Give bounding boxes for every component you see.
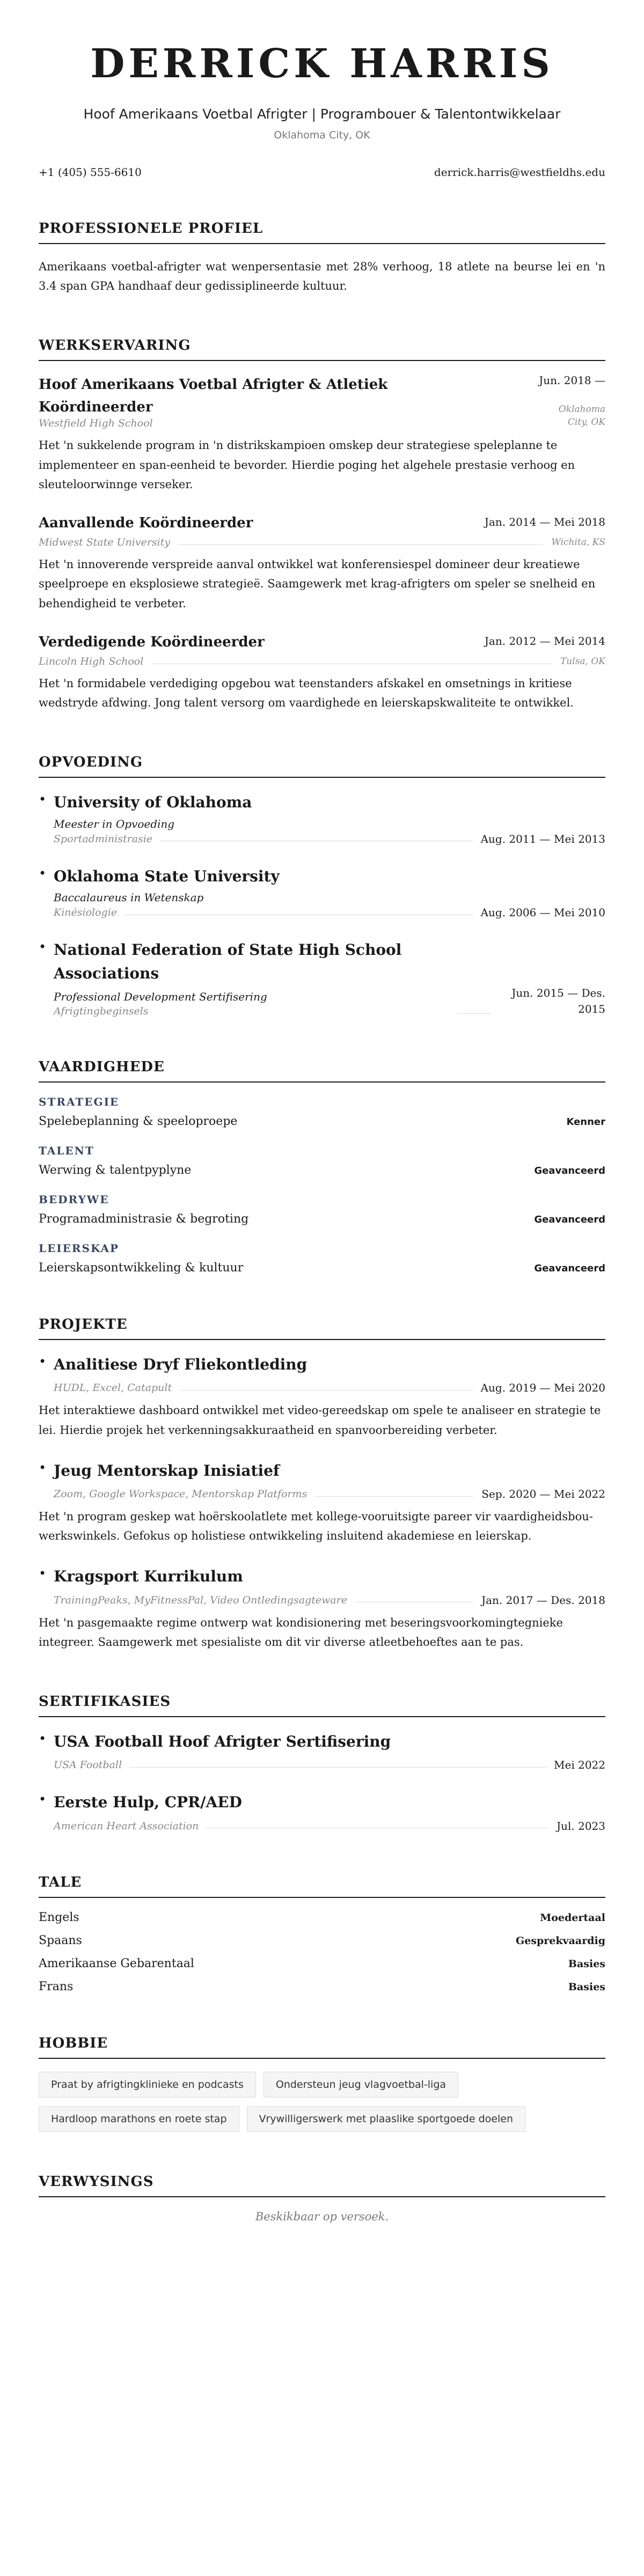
- project-entry: [39, 1353, 605, 1440]
- language-row: [39, 1957, 605, 1970]
- job-org: Westfield High School: [39, 417, 153, 430]
- job-dates: Jan. 2014 — Mei 2018: [484, 515, 605, 528]
- job-description: Het 'n formidabele verdediging opgebou wat teenstanders afskakel en omsetnings in kritiese wedstryde afdwing. Jong talent versorg om vaardighede en leierskapskwaliteite te ontwikkel.: [39, 677, 574, 710]
- language-name: Frans: [39, 1979, 74, 1993]
- section-heading: TALE: [39, 1874, 605, 1898]
- certification-issuer: USA Football: [54, 1759, 122, 1771]
- school-name: • University of Oklahoma: [54, 793, 252, 812]
- language-row: [39, 1911, 605, 1924]
- skills-section: [39, 1059, 605, 1275]
- job-org: Lincoln High School: [39, 656, 144, 668]
- section-heading: OPVOEDING: [39, 754, 605, 778]
- language-level: Basies: [568, 1957, 605, 1970]
- degree-name: Baccalaureus in Wetenskap: [54, 891, 204, 904]
- field-of-study: Sportadministrasie: [54, 833, 153, 845]
- projects-section: [39, 1316, 605, 1652]
- candidate-title: Hoof Amerikaans Voetbal Afrigter | Programbouer & Talentontwikkelaar: [83, 106, 561, 122]
- skill-group: [39, 1193, 605, 1226]
- school-name: • National Federation of State High School Associations: [54, 941, 402, 982]
- languages-section: [39, 1874, 605, 1993]
- education-section: [39, 754, 605, 1017]
- project-title: • Analitiese Dryf Fliekontleding: [54, 1356, 308, 1374]
- skill-category: STRATEGIE: [39, 1095, 120, 1109]
- skill-level: Geavanceerd: [534, 1214, 605, 1226]
- phone-number[interactable]: +1 (405) 555-6610: [39, 166, 142, 179]
- project-tools: HUDL, Excel, Catapult: [54, 1382, 172, 1394]
- section-heading: PROJEKTE: [39, 1316, 605, 1340]
- skill-level: Geavanceerd: [534, 1263, 605, 1275]
- skill-group: [39, 1242, 605, 1275]
- field-of-study: Kinésiologie: [54, 907, 118, 919]
- project-description: Het interaktiewe dashboard ontwikkel met video-gereedskap om spele te analiseer en strategie te lei. Hierdie projek het verkenningsakkuraatheid en spanvoorbereiding verbeter.: [39, 1404, 601, 1437]
- skill-name: Leierskapsontwikkeling & kultuur: [39, 1261, 244, 1275]
- skill-category: TALENT: [39, 1144, 94, 1158]
- education-entry: [39, 865, 605, 919]
- education-dates: Aug. 2011 — Mei 2013: [480, 832, 605, 845]
- language-name: Spaans: [39, 1933, 82, 1947]
- field-of-study: Afrigtingbeginsels: [54, 1005, 149, 1018]
- job-org: Midwest State University: [39, 536, 171, 549]
- job-dates: Jun. 2018 —: [539, 374, 605, 387]
- hobby-tag: Ondersteun jeug vlagvoetbal-liga: [264, 2072, 458, 2097]
- leader-line: [178, 544, 544, 545]
- job-location: Oklahoma City, OK: [558, 404, 605, 428]
- profile-section: [39, 220, 605, 296]
- skill-group: [39, 1095, 605, 1128]
- job-location: Wichita, KS: [551, 537, 605, 548]
- hobby-tag: Praat by afrigtingklinieke en podcasts: [39, 2072, 256, 2097]
- profile-text: Amerikaans voetbal-afrigter wat wenpersentasie met 28% verhoog, 18 atlete na beurse lei en 'n 3.4 span GPA handhaaf deur gedissiplineerde kultuur.: [39, 260, 605, 293]
- project-entry: [39, 1565, 605, 1652]
- skill-name: Werwing & talentpyplyne: [39, 1164, 192, 1177]
- job-title: Verdedigende Koördineerder: [39, 634, 265, 650]
- language-level: Moedertaal: [540, 1911, 605, 1924]
- candidate-location: Oklahoma City, OK: [274, 129, 370, 141]
- hobbies-section: [39, 2035, 605, 2132]
- section-heading: SERTIFIKASIES: [39, 1694, 605, 1717]
- job-title: Aanvallende Koördineerder: [39, 514, 253, 531]
- hobby-tag: Hardloop marathons en roete stap: [39, 2106, 239, 2132]
- references-text: Beskikbaar op versoek.: [255, 2210, 389, 2223]
- job-description: Het 'n sukkelende program in 'n distrikskampioen omskep deur strategiese speleplanne te implementeer en span-eenheid te bevorder. Hierdie poging het algehele prestasie verhoog en sleuteloorwinnge verseker.: [39, 439, 575, 491]
- certification-entry: [39, 1730, 605, 1771]
- language-row: [39, 1934, 605, 1947]
- education-entry: [39, 791, 605, 845]
- hobby-tags: [39, 2072, 605, 2132]
- section-heading: WERKSERVARING: [39, 337, 605, 361]
- leader-line: [458, 1013, 491, 1014]
- school-name: • Oklahoma State University: [54, 867, 280, 885]
- project-title: • Jeug Mentorskap Inisiatief: [54, 1461, 280, 1480]
- section-heading: VERWYSINGS: [39, 2174, 605, 2197]
- references-section: [39, 2174, 605, 2223]
- project-dates: Jan. 2017 — Des. 2018: [481, 1593, 605, 1607]
- job-description: Het 'n innoverende verspreide aanval ontwikkel wat konferensiespel domineer deur kreatiewe speelproepe en eksplosiewe strategieë. Saamgewerk met krag-afrigters om speler se snelheid en behendigheid te verbeter.: [39, 558, 596, 610]
- section-heading: HOBBIE: [39, 2035, 605, 2059]
- certification-title: • Eerste Hulp, CPR/AED: [54, 1793, 242, 1812]
- certifications-section: [39, 1694, 605, 1832]
- leader-line: [314, 1496, 474, 1497]
- skill-name: Spelebeplanning & speeloproepe: [39, 1115, 238, 1129]
- skill-level: Geavanceerd: [534, 1165, 605, 1177]
- project-tools: Zoom, Google Workspace, Mentorskap Platforms: [54, 1488, 308, 1500]
- job-location: Tulsa, OK: [560, 656, 605, 667]
- language-name: Amerikaanse Gebarentaal: [39, 1956, 194, 1970]
- skill-category: LEIERSKAP: [39, 1242, 120, 1255]
- project-title: • Kragsport Kurrikulum: [54, 1567, 243, 1586]
- section-heading: VAARDIGHEDE: [39, 1059, 605, 1083]
- job-entry: [39, 374, 605, 494]
- degree-name: Meester in Opvoeding: [54, 817, 175, 830]
- certification-title: • USA Football Hoof Afrigter Sertifisering: [54, 1732, 391, 1750]
- language-level: Gesprekvaardig: [515, 1934, 605, 1947]
- project-dates: Sep. 2020 — Mei 2022: [481, 1488, 605, 1501]
- language-row: [39, 1980, 605, 1993]
- resume-header: [39, 0, 605, 141]
- certification-date: Mei 2022: [554, 1758, 605, 1772]
- education-dates: Jun. 2015 — Des. 2015: [511, 987, 605, 1016]
- leader-line: [129, 1767, 546, 1768]
- candidate-name: DERRICK HARRIS: [90, 41, 554, 87]
- skill-level: Kenner: [566, 1116, 605, 1128]
- job-dates: Jan. 2012 — Mei 2014: [484, 634, 605, 647]
- skill-category: BEDRYWE: [39, 1193, 109, 1206]
- email-address[interactable]: derrick.harris@westfieldhs.edu: [434, 166, 605, 179]
- certification-entry: [39, 1791, 605, 1832]
- language-level: Basies: [568, 1981, 605, 1993]
- job-entry: [39, 631, 605, 713]
- skill-group: [39, 1144, 605, 1177]
- resume-content: [39, 0, 605, 2223]
- project-entry: [39, 1459, 605, 1546]
- project-tools: TrainingPeaks, MyFitnessPal, Video Ontledingsagteware: [54, 1594, 347, 1606]
- project-description: Het 'n pasgemaakte regime ontwerp wat kondisionering met beseringsvoorkomingtegnieke integreer. Saamgewerk met spesialiste om dit vir diverse atleetbehoeftes aan te pas.: [39, 1616, 563, 1648]
- contact-row: [39, 166, 605, 179]
- degree-name: Professional Development Sertifisering: [54, 990, 267, 1004]
- job-title: Hoof Amerikaans Voetbal Afrigter & Atletiek Koördineerder: [39, 377, 388, 415]
- experience-section: [39, 337, 605, 712]
- project-description: Het 'n program geskep wat hoërskoolatlete met kollege-vooruitsigte pareer vir vaardigheidsbou-werkswinkels. Gefokus op holistiese ontwikkeling insluitend akademiese en leierskap.: [39, 1510, 593, 1543]
- section-heading: PROFESSIONELE PROFIEL: [39, 220, 605, 244]
- hobby-tag: Vrywilligerswerk met plaaslike sportgoede doelen: [247, 2106, 525, 2132]
- certification-date: Jul. 2023: [557, 1819, 605, 1832]
- project-dates: Aug. 2019 — Mei 2020: [480, 1381, 605, 1395]
- job-entry: [39, 512, 605, 613]
- language-name: Engels: [39, 1910, 79, 1924]
- education-entry: [39, 938, 605, 1017]
- education-dates: Aug. 2006 — Mei 2010: [480, 906, 605, 919]
- skill-name: Programadministrasie & begroting: [39, 1212, 249, 1226]
- certification-issuer: American Heart Association: [54, 1820, 199, 1832]
